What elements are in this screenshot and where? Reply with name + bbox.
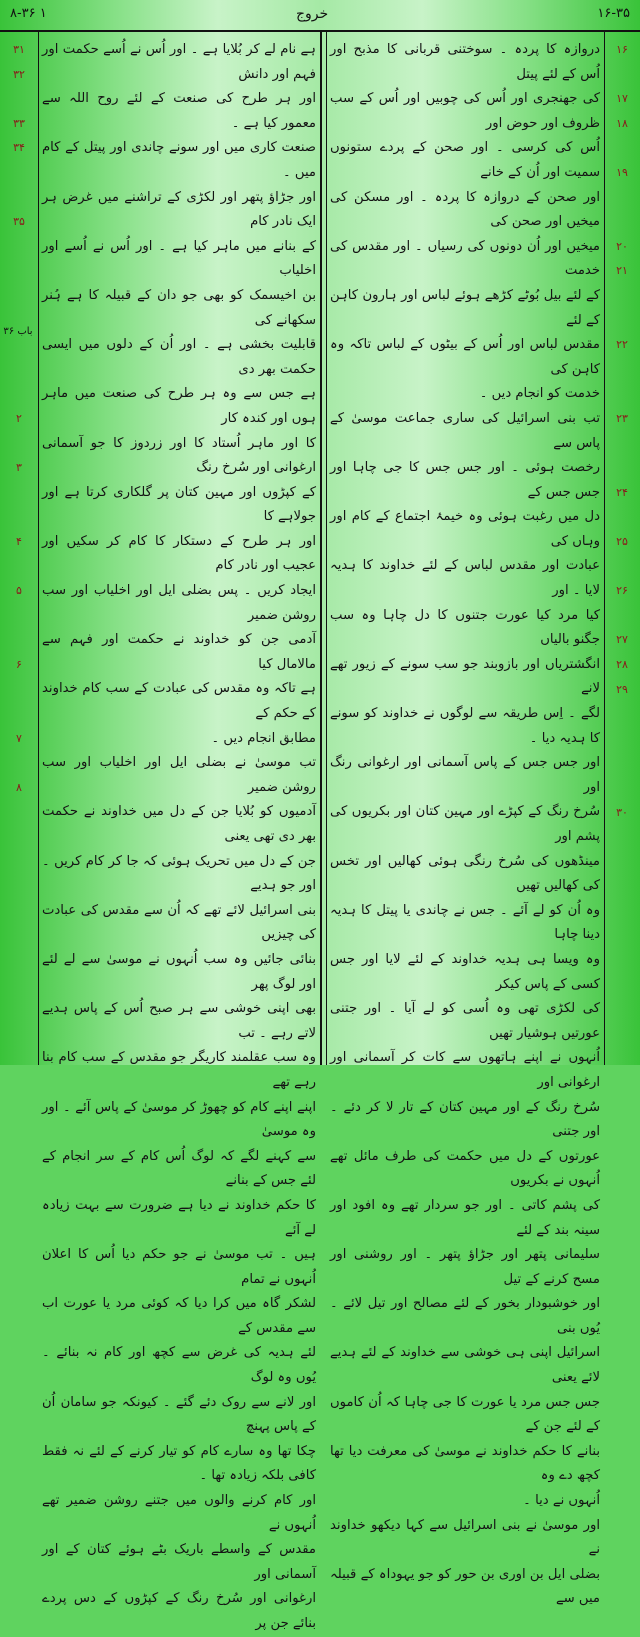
left-margin-rule bbox=[38, 32, 39, 1065]
text-line: کی جھنجری اور اُس کی چوبیں اور اُس کے سب ظروف اور حوض اور bbox=[330, 91, 600, 131]
verse-number: ۵ bbox=[16, 584, 22, 598]
text-line: اور جس جس کے پاس آسمانی اور ارغوانی رنگ اور bbox=[330, 755, 600, 795]
verse-number: ۱۶ bbox=[616, 43, 628, 56]
page-header bbox=[0, 0, 640, 30]
verse-number: ۲۲ bbox=[616, 338, 628, 352]
verse-number: ۳۰ bbox=[616, 805, 628, 819]
text-line: اور ہر طرح کی صنعت کے لئے روح اللہ سے معمور کیا ہے ۔ bbox=[42, 91, 316, 131]
text-line: انگشتریاں اور بازوبند جو سب سونے کے زیور تھے لانے bbox=[330, 656, 600, 697]
text-line: اور صحن کے دروازہ کا پردہ ۔ اور مسکن کی میخیں اور صحن کی bbox=[330, 189, 600, 230]
text-line: کی پشم کاتی ۔ اور جو سردار تھے وہ افود اور سینہ بند کے لئے bbox=[330, 1197, 600, 1238]
verse-number: ۳۵ bbox=[13, 215, 25, 229]
verse-number: ۲ bbox=[16, 412, 22, 425]
text-line: لشکر گاہ میں کرا دیا کہ کوئی مرد یا عورت اب سے مقدس کے bbox=[42, 1296, 316, 1336]
right-margin-rule bbox=[604, 32, 605, 1065]
verse-number: ۸ bbox=[16, 781, 22, 794]
verse-number: ۳۴ bbox=[13, 141, 25, 155]
verse-number: ۶ bbox=[16, 658, 22, 671]
text-line: ایجاد کریں ۔ پس بضلی ایل اور اخلیاب اور سب روشن ضمیر bbox=[42, 583, 316, 623]
text-line: کا اور ماہر اُستاد کا اور زردوز کا جو آسمانی ارغوانی اور سُرخ رنگ bbox=[42, 435, 316, 476]
verse-number: ۲۰ bbox=[616, 239, 628, 253]
text-line: اسرائیل اپنی ہی خوشی سے خداوند کے لئے ہدیے لائے یعنی bbox=[330, 1345, 600, 1386]
text-line: مطابق انجام دیں ۔ bbox=[211, 730, 316, 746]
text-line: کیا مرد کیا عورت جتنوں کا دل چاہا وہ سب جگنو بالیاں bbox=[330, 607, 600, 648]
text-line: کے کپڑوں اور مہین کتان پر گلکاری کرتا ہے اور جولاہے کا bbox=[42, 484, 316, 525]
text-line: ہے جس سے وہ ہر طرح کی صنعت میں ماہر ہوں اور کندہ کار bbox=[42, 386, 316, 426]
verse-number: ۲۸ bbox=[616, 658, 628, 671]
verse-number: ۲۱ bbox=[616, 264, 628, 278]
verse-number: ۱۹ bbox=[616, 166, 628, 179]
text-line: وہ سب عقلمند کاریگر جو مقدس کے سب کام بنا رہے تھے bbox=[42, 1050, 316, 1090]
text-line: اُس کی کرسی ۔ اور صحن کے پردے ستونوں سمیت اور اُن کے خانے bbox=[330, 140, 600, 180]
text-line: مینڈھوں کی سُرخ رنگی ہوئی کھالیں اور تخس کی کھالیں تھیں bbox=[330, 853, 600, 894]
text-line: رخصت ہوئی ۔ اور جس جس کا جی چاہا اور جس جس کے bbox=[330, 460, 600, 500]
verse-number: ۳۲ bbox=[13, 67, 25, 81]
text-line: بنائی جائیں وہ سب اُنہوں نے موسیٰ سے لے لئے اور لوگ پھر bbox=[42, 951, 316, 992]
text-line: کے لئے بیل بُوٹے کڑھے ہوئے لباس اور ہارون کاہن کے لئے bbox=[330, 287, 600, 328]
verse-number: ۳ bbox=[16, 461, 22, 475]
verse-number: ۱۷ bbox=[616, 92, 628, 106]
text-line: بنی اسرائیل لائے تھے کہ اُن سے مقدس کی عبادت کی چیزیں bbox=[42, 902, 316, 943]
chapter-marker: باب ۳۶ bbox=[3, 326, 33, 337]
text-line: اور خوشبودار بخور کے لئے مصالح اور تیل لائے ۔ یُوں بنی bbox=[330, 1296, 600, 1336]
book-title: خروج bbox=[296, 6, 329, 22]
verse-number: ۲۹ bbox=[616, 682, 628, 696]
text-line: بھی اپنی خوشی سے ہر صبح اُس کے پاس ہدیے لاتے رہے ۔ تب bbox=[42, 1001, 316, 1041]
text-line: سلیمانی پتھر اور جڑاؤ پتھر ۔ اور روشنی اور مسح کرنے کے تیل bbox=[330, 1247, 600, 1287]
text-line: چکا تھا وہ سارے کام کو تیار کرنے کے لئے نہ فقط کافی بلکہ زیادہ تھا ۔ bbox=[42, 1443, 316, 1484]
text-line: خدمت کو انجام دیں ۔ bbox=[479, 386, 600, 402]
verse-number: ۷ bbox=[16, 731, 22, 745]
text-line: جن کے دل میں تحریک ہوئی کہ جا کر کام کریں ۔ اور جو ہدیے bbox=[42, 853, 316, 894]
text-line: اور کام کرنے والوں میں جتنے روشن ضمیر تھے اُنہوں نے bbox=[42, 1493, 316, 1533]
text-line: بنانے کا حکم خداوند نے موسیٰ کی معرفت دیا تھا کچھ دے وہ bbox=[330, 1443, 600, 1484]
text-line: قابلیت بخشی ہے ۔ اور اُن کے دلوں میں ایسی حکمت بھر دی bbox=[42, 337, 316, 377]
text-line: مقدس لباس اور اُس کے بیٹوں کے لباس تاکہ وہ کاہن کی bbox=[330, 337, 600, 377]
text-line: وہ ویسا ہی ہدیہ خداوند کے لئے لایا اور جس کسی کے پاس کیکر bbox=[330, 951, 600, 992]
text-line: اور جڑاؤ پتھر اور لکڑی کے تراشنے میں غرض ہر ایک نادر کام bbox=[42, 189, 316, 230]
text-line: ارغوانی اور سُرخ رنگ کے کپڑوں کے دس پردے بنائے جن پر bbox=[42, 1591, 316, 1631]
text-line: سے کہنے لگے کہ لوگ اُس کام کے سر انجام کے لئے جس کے بنانے bbox=[42, 1148, 316, 1189]
text-line: دل میں رغبت ہوئی وہ خیمۂ اجتماع کے کام اور وہاں کی bbox=[330, 509, 600, 549]
text-line: عبادت اور مقدس لباس کے لئے خداوند کا ہدیہ لایا ۔ اور bbox=[330, 558, 600, 599]
verse-number: ۲۴ bbox=[616, 485, 628, 499]
text-line: آدمی جن کو خداوند نے حکمت اور فہم سے مالامال کیا bbox=[42, 632, 316, 672]
text-line: اُنہوں نے اپنے ہاتھوں سے کات کر آسمانی اور ارغوانی اور bbox=[330, 1050, 600, 1090]
verse-number: ۲۷ bbox=[616, 633, 628, 647]
text-line: میخیں اور اُن دونوں کی رسیاں ۔ اور مقدس کی خدمت bbox=[330, 238, 600, 279]
text-line: عورتوں کے دل میں حکمت کی طرف مائل تھے اُنہوں نے بکریوں bbox=[330, 1148, 600, 1189]
right-reference: ۱۶-۳۵ bbox=[597, 6, 630, 21]
text-line: دروازہ کا پردہ ۔ سوختنی قربانی کا مذبح اور اُس کے لئے پیتل bbox=[330, 42, 600, 82]
text-line: وہ اُن کو لے آئے ۔ جس نے چاندی یا پیتل کا ہدیہ دینا چاہا bbox=[330, 902, 600, 943]
verse-number: ۴ bbox=[16, 535, 22, 548]
text-line: ہیں ۔ تب موسیٰ نے جو حکم دیا اُس کا اعلان اُنہوں نے تمام bbox=[42, 1247, 316, 1287]
verse-number: ۳۱ bbox=[13, 43, 25, 56]
text-line: اور ہر طرح کے دستکار کا کام کر سکیں اور عجیب اور نادر کام bbox=[42, 533, 316, 574]
text-line: بضلی ایل بن اوری بن حور کو جو یہوداہ کے قبیلہ میں سے bbox=[330, 1566, 600, 1607]
verse-number: ۲۵ bbox=[616, 535, 628, 548]
text-line: آدمیوں کو بُلایا جن کے دل میں خداوند نے حکمت بھر دی تھی یعنی bbox=[42, 804, 316, 844]
text-line: مقدس کے واسطے باریک بٹے ہوئے کتان کے اور آسمانی اور bbox=[42, 1542, 316, 1582]
text-line: صنعت کاری میں اور سونے چاندی اور پیتل کے کام میں ۔ bbox=[42, 140, 316, 180]
text-line: کے بنانے میں ماہر کیا ہے ۔ اور اُس نے اُسے اور اخلیاب bbox=[42, 238, 316, 279]
verse-number: ۳۳ bbox=[13, 116, 25, 130]
text-line: اپنے اپنے کام کو چھوڑ کر موسیٰ کے پاس آئے ۔ اور وہ موسیٰ bbox=[42, 1099, 316, 1140]
text-line: تب بنی اسرائیل کی ساری جماعت موسیٰ کے پاس سے bbox=[330, 410, 600, 451]
text-line: لئے ہدیہ کی غرض سے کچھ اور کام نہ بنائے ۔ یُوں وہ لوگ bbox=[42, 1345, 316, 1386]
text-line: کا حکم خداوند نے دیا ہے ضرورت سے بہت زیادہ لے آئے bbox=[42, 1197, 316, 1238]
text-line: ہے تاکہ وہ مقدس کی عبادت کے سب کام خداوند کے حکم کے bbox=[42, 681, 316, 722]
left-text-column bbox=[42, 38, 316, 1631]
verse-number: ۲۳ bbox=[616, 412, 628, 425]
text-line: سُرخ رنگ کے کپڑے اور مہین کتان اور بکریوں کی پشم اور bbox=[330, 804, 600, 844]
text-line: جس جس مرد یا عورت کا جی چاہا کہ اُن کاموں کے لئے جن کے bbox=[330, 1394, 600, 1435]
text-line: اور لانے سے روک دئے گئے ۔ کیونکہ جو سامان اُن کے پاس پہنچ bbox=[42, 1394, 316, 1435]
column-divider-inner bbox=[326, 32, 327, 1065]
right-text-column bbox=[330, 38, 600, 1607]
verse-number: ۱۸ bbox=[616, 116, 628, 130]
text-line: کی لکڑی تھی وہ اُسی کو لے آیا ۔ اور جتنی عورتیں ہوشیار تھیں bbox=[330, 1001, 600, 1041]
text-line: بن اخیسمک کو بھی جو دان کے قبیلہ کا ہے ہُنر سکھانے کی bbox=[42, 287, 316, 328]
left-reference: ۸-۳۶ ۱ bbox=[10, 6, 47, 21]
text-line: سُرخ رنگ کے اور مہین کتان کے تار لا کر دئے ۔ اور جتنی bbox=[330, 1099, 600, 1140]
text-line: اور موسیٰ نے بنی اسرائیل سے کہا دیکھو خداوند نے bbox=[330, 1517, 600, 1558]
text-line: ہے نام لے کر بُلایا ہے ۔ اور اُس نے اُسے حکمت اور فہم اور دانش bbox=[42, 42, 316, 82]
verse-number: ۲۶ bbox=[616, 584, 628, 598]
text-line: تب موسیٰ نے بضلی ایل اور اخلیاب اور سب روشن ضمیر bbox=[42, 755, 316, 795]
text-line: لگے ۔ اِس طریقہ سے لوگوں نے خداوند کو سونے کا ہدیہ دیا ۔ bbox=[330, 706, 600, 746]
column-divider bbox=[320, 32, 322, 1065]
text-line: اُنہوں نے دیا ۔ bbox=[523, 1493, 600, 1509]
